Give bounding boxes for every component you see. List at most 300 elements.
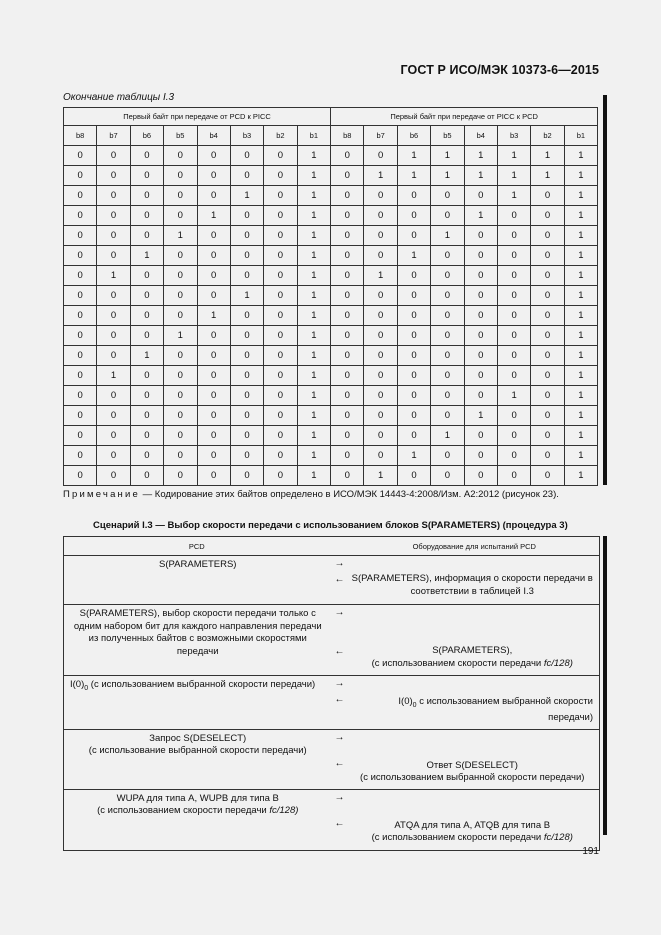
arrow-right-icon: → <box>334 558 345 569</box>
table-row <box>64 366 598 386</box>
bit-cell: 0 <box>97 286 130 306</box>
group-header-pcd-to-picc: Первый байт при передаче от PCD к PICC <box>64 108 331 126</box>
bit-cell: 0 <box>64 426 97 446</box>
bit-header: b1 <box>297 126 330 146</box>
bit-cell: 0 <box>230 346 263 366</box>
bit-cell: 0 <box>531 206 564 226</box>
bit-cell: 0 <box>164 426 197 446</box>
bit-cell: 1 <box>130 346 163 366</box>
bit-cell: 0 <box>97 186 130 206</box>
bit-cell: 0 <box>431 186 464 206</box>
bit-cell: 0 <box>364 206 397 226</box>
bit-cell: 0 <box>531 426 564 446</box>
bit-header: b3 <box>497 126 530 146</box>
bit-cell: 0 <box>197 226 230 246</box>
group-header-picc-to-pcd: Первый байт при передаче от PICC к PCD <box>331 108 598 126</box>
bit-cell: 1 <box>297 406 330 426</box>
bit-cell: 0 <box>364 306 397 326</box>
bit-cell: 0 <box>497 406 530 426</box>
bit-cell: 0 <box>264 206 297 226</box>
bit-cell: 0 <box>230 246 263 266</box>
bit-cell: 0 <box>331 466 364 486</box>
bit-cell: 0 <box>264 406 297 426</box>
bit-cell: 1 <box>297 346 330 366</box>
arrow-left-icon: ← <box>334 693 345 705</box>
bit-cell: 0 <box>397 346 430 366</box>
bit-cell: 0 <box>164 246 197 266</box>
bit-header: b4 <box>197 126 230 146</box>
bit-cell: 0 <box>531 346 564 366</box>
bit-cell: 0 <box>364 446 397 466</box>
bit-cell: 0 <box>264 286 297 306</box>
bit-cell: 1 <box>531 146 564 166</box>
bit-cell: 0 <box>164 266 197 286</box>
bit-cell: 1 <box>564 246 597 266</box>
bit-cell: 1 <box>364 266 397 286</box>
bit-cell: 0 <box>497 366 530 386</box>
bit-cell: 0 <box>97 246 130 266</box>
bit-cell: 0 <box>164 166 197 186</box>
bit-cell: 0 <box>431 266 464 286</box>
bit-header: b6 <box>397 126 430 146</box>
bit-cell: 0 <box>264 466 297 486</box>
bit-cell: 0 <box>497 226 530 246</box>
bit-cell: 0 <box>197 406 230 426</box>
bit-cell: 0 <box>397 186 430 206</box>
bit-cell: 0 <box>97 166 130 186</box>
table-row <box>64 306 598 326</box>
bit-cell: 0 <box>97 386 130 406</box>
bit-cell: 0 <box>531 366 564 386</box>
bit-cell: 0 <box>431 366 464 386</box>
bit-cell: 0 <box>97 446 130 466</box>
bit-header: b1 <box>564 126 597 146</box>
bit-cell: 1 <box>230 286 263 306</box>
bit-cell: 1 <box>564 146 597 166</box>
bit-cell: 0 <box>264 166 297 186</box>
bit-cell: 0 <box>197 346 230 366</box>
bit-cell: 1 <box>564 226 597 246</box>
r5-pcd-a: WUPA для типа A, WUPB для типа B <box>116 792 279 804</box>
bit-cell: 0 <box>264 246 297 266</box>
bit-cell: 0 <box>130 406 163 426</box>
bit-cell: 0 <box>164 146 197 166</box>
bit-cell: 0 <box>264 226 297 246</box>
bit-cell: 0 <box>64 226 97 246</box>
bit-cell: 0 <box>64 166 97 186</box>
bit-cell: 1 <box>164 226 197 246</box>
bit-cell: 0 <box>497 466 530 486</box>
bit-cell: 0 <box>164 366 197 386</box>
bit-cell: 0 <box>64 206 97 226</box>
bit-cell: 0 <box>64 326 97 346</box>
bit-cell: 0 <box>531 226 564 246</box>
bit-cell: 0 <box>97 226 130 246</box>
bit-cell: 1 <box>297 306 330 326</box>
bit-cell: 0 <box>130 186 163 206</box>
bit-cell: 0 <box>64 266 97 286</box>
r5-eq-rate: fc/128) <box>543 832 573 844</box>
bit-cell: 0 <box>397 306 430 326</box>
bit-cell: 0 <box>431 326 464 346</box>
bit-cell: 0 <box>331 426 364 446</box>
bit-cell: 0 <box>464 326 497 346</box>
bit-cell: 0 <box>464 346 497 366</box>
bit-cell: 0 <box>64 306 97 326</box>
scenario-title: Сценарий I.3 — Выбор скорости передачи с использованием блоков S(PARAMETERS) (процедура 3) <box>93 520 568 531</box>
r5-pcd-rate: fc/128) <box>269 805 299 817</box>
page-header: ГОСТ Р ИСО/МЭК 10373-6—2015 <box>400 63 599 77</box>
bit-cell: 0 <box>230 446 263 466</box>
r5-pcd-b: (с использованием скорости передачи <box>97 805 267 817</box>
bit-cell: 1 <box>564 346 597 366</box>
bit-cell: 0 <box>431 286 464 306</box>
bit-cell: 0 <box>130 266 163 286</box>
bit-cell: 0 <box>464 426 497 446</box>
bit-cell: 0 <box>531 306 564 326</box>
bit-cell: 0 <box>531 246 564 266</box>
scenario-row <box>64 676 600 730</box>
scenario-row <box>64 605 600 676</box>
arrow-right-icon: → <box>334 791 345 803</box>
bit-cell: 0 <box>497 446 530 466</box>
bit-cell: 0 <box>497 306 530 326</box>
bit-cell: 1 <box>431 426 464 446</box>
bit-cell: 0 <box>97 206 130 226</box>
r2-pcd: S(PARAMETERS), выбор скорости передачи только с одним набором бит для каждого направления передачи из полученных байтов с возможными скоростями передачи <box>73 608 322 657</box>
page-number: 191 <box>582 846 599 857</box>
bit-cell: 0 <box>364 326 397 346</box>
bit-cell: 0 <box>130 326 163 346</box>
bit-cell: 0 <box>464 366 497 386</box>
r3-eq-text: с использованием выбранной скорости передачи) <box>419 696 593 724</box>
arrow-left-icon: ← <box>334 818 345 830</box>
bit-cell: 0 <box>431 306 464 326</box>
scenario-row <box>64 789 600 850</box>
bit-cell: 0 <box>130 146 163 166</box>
bit-cell: 1 <box>364 466 397 486</box>
note-dash: — <box>142 489 153 500</box>
arrow-right-icon: → <box>334 678 345 689</box>
bit-cell: 1 <box>497 166 530 186</box>
arrow-right-icon: → <box>334 607 345 618</box>
bit-cell: 0 <box>331 326 364 346</box>
bit-cell: 1 <box>497 146 530 166</box>
bit-cell: 0 <box>397 386 430 406</box>
bit-cell: 0 <box>197 466 230 486</box>
bit-cell: 1 <box>297 426 330 446</box>
bit-cell: 0 <box>230 266 263 286</box>
bit-cell: 0 <box>197 386 230 406</box>
bit-cell: 0 <box>130 306 163 326</box>
bit-cell: 0 <box>64 446 97 466</box>
bit-cell: 1 <box>431 226 464 246</box>
bit-cell: 0 <box>364 286 397 306</box>
bit-cell: 0 <box>431 406 464 426</box>
bit-cell: 0 <box>197 366 230 386</box>
bit-cell: 0 <box>431 346 464 366</box>
bit-cell: 0 <box>497 426 530 446</box>
bit-cell: 0 <box>464 246 497 266</box>
bit-cell: 0 <box>431 386 464 406</box>
bit-cell: 1 <box>431 146 464 166</box>
bit-cell: 0 <box>464 186 497 206</box>
bit-cell: 0 <box>264 426 297 446</box>
bit-cell: 0 <box>197 146 230 166</box>
bit-cell: 0 <box>164 406 197 426</box>
bit-cell: 1 <box>564 206 597 226</box>
bit-cell: 0 <box>464 266 497 286</box>
bit-cell: 0 <box>364 426 397 446</box>
arrow-left-icon: ← <box>334 645 345 657</box>
bit-cell: 0 <box>364 346 397 366</box>
bit-cell: 0 <box>531 326 564 346</box>
bit-cell: 0 <box>197 246 230 266</box>
bit-cell: 1 <box>97 266 130 286</box>
bit-cell: 0 <box>497 326 530 346</box>
bit-cell: 0 <box>230 406 263 426</box>
col-header-equipment: Оборудование для испытаний PCD <box>350 537 600 556</box>
bit-cell: 1 <box>497 386 530 406</box>
bit-cell: 1 <box>297 146 330 166</box>
bit-cell: 1 <box>164 326 197 346</box>
bit-cell: 0 <box>230 426 263 446</box>
bit-cell: 0 <box>464 446 497 466</box>
bit-header: b8 <box>331 126 364 146</box>
bit-cell: 0 <box>197 186 230 206</box>
bit-cell: 0 <box>397 366 430 386</box>
bit-cell: 0 <box>197 446 230 466</box>
bit-cell: 0 <box>497 266 530 286</box>
bits-table <box>63 107 598 486</box>
bit-cell: 1 <box>97 366 130 386</box>
bit-cell: 0 <box>164 466 197 486</box>
r5-eq-b: (с использованием скорости передачи <box>371 832 542 844</box>
table-row <box>64 226 598 246</box>
bit-cell: 0 <box>97 466 130 486</box>
bit-cell: 1 <box>297 466 330 486</box>
bit-cell: 1 <box>197 206 230 226</box>
table-caption: Окончание таблицы I.3 <box>63 92 175 103</box>
r2-eq-b: (с использованием скорости передачи <box>371 657 542 669</box>
bit-cell: 0 <box>130 426 163 446</box>
bit-cell: 1 <box>297 326 330 346</box>
bit-cell: 0 <box>130 466 163 486</box>
bit-cell: 0 <box>364 246 397 266</box>
bit-cell: 1 <box>130 246 163 266</box>
r2-eq-rate: fc/128) <box>543 657 573 669</box>
table-row <box>64 246 598 266</box>
bit-cell: 0 <box>431 466 464 486</box>
bit-cell: 0 <box>230 146 263 166</box>
bit-cell: 0 <box>97 306 130 326</box>
bit-cell: 0 <box>397 206 430 226</box>
bit-cell: 0 <box>264 366 297 386</box>
bit-cell: 0 <box>364 226 397 246</box>
r1-pcd: S(PARAMETERS) <box>159 559 237 570</box>
bit-cell: 0 <box>264 266 297 286</box>
bit-cell: 1 <box>431 166 464 186</box>
bit-cell: 0 <box>264 446 297 466</box>
bit-cell: 0 <box>464 226 497 246</box>
bit-cell: 0 <box>164 446 197 466</box>
bit-cell: 0 <box>130 226 163 246</box>
table-row <box>64 146 598 166</box>
table-row <box>64 406 598 426</box>
bit-cell: 1 <box>464 166 497 186</box>
bit-header: b5 <box>164 126 197 146</box>
bit-cell: 0 <box>464 286 497 306</box>
bit-cell: 0 <box>397 326 430 346</box>
bit-cell: 0 <box>531 466 564 486</box>
table-row <box>64 186 598 206</box>
bit-cell: 1 <box>197 306 230 326</box>
change-bar <box>603 95 607 485</box>
bit-cell: 1 <box>297 266 330 286</box>
bit-cell: 0 <box>130 366 163 386</box>
bit-cell: 0 <box>64 146 97 166</box>
bit-cell: 1 <box>397 146 430 166</box>
bit-cell: 0 <box>364 386 397 406</box>
bit-cell: 1 <box>464 406 497 426</box>
bit-cell: 1 <box>531 166 564 186</box>
bit-cell: 0 <box>531 446 564 466</box>
bit-cell: 0 <box>64 286 97 306</box>
bit-cell: 0 <box>97 146 130 166</box>
bit-cell: 0 <box>531 386 564 406</box>
bit-header: b7 <box>364 126 397 146</box>
bit-cell: 0 <box>130 206 163 226</box>
bit-cell: 0 <box>397 466 430 486</box>
bit-cell: 0 <box>497 206 530 226</box>
r4-eq-a: Ответ S(DESELECT) <box>426 759 518 771</box>
bit-cell: 1 <box>297 446 330 466</box>
bit-cell: 0 <box>364 186 397 206</box>
bit-cell: 0 <box>264 306 297 326</box>
bit-cell: 1 <box>297 226 330 246</box>
bit-cell: 0 <box>364 146 397 166</box>
r1-eq: S(PARAMETERS), информация о скорости передачи в соответствии в таблицей I.3 <box>351 573 593 597</box>
bit-cell: 0 <box>364 366 397 386</box>
bit-cell: 1 <box>297 186 330 206</box>
bit-header: b8 <box>64 126 97 146</box>
bit-cell: 0 <box>531 186 564 206</box>
note-text: Кодирование этих байтов определено в ИСО/МЭК 14443-4:2008/Изм. А2:2012 (рисунок 23). <box>154 489 559 500</box>
bit-cell: 0 <box>230 326 263 346</box>
bit-header: b3 <box>230 126 263 146</box>
bit-cell: 0 <box>230 166 263 186</box>
bit-cell: 1 <box>564 406 597 426</box>
bit-cell: 0 <box>331 226 364 246</box>
bit-cell: 1 <box>564 186 597 206</box>
arrow-left-icon: ← <box>334 758 345 770</box>
bit-cell: 1 <box>564 466 597 486</box>
table-row <box>64 166 598 186</box>
bit-cell: 0 <box>531 406 564 426</box>
scenario-table <box>63 536 600 851</box>
bit-cell: 0 <box>130 386 163 406</box>
r3-pcd-text: (с использованием выбранной скорости передачи) <box>90 679 316 690</box>
r4-eq-b: (с использованием выбранной скорости передачи) <box>360 772 585 784</box>
table-row <box>64 266 598 286</box>
bit-cell: 0 <box>164 346 197 366</box>
bit-header: b7 <box>97 126 130 146</box>
bit-header: b2 <box>264 126 297 146</box>
bit-cell: 0 <box>331 286 364 306</box>
bit-cell: 1 <box>464 206 497 226</box>
bit-cell: 0 <box>331 366 364 386</box>
bit-cell: 1 <box>564 326 597 346</box>
r5-eq-a: ATQA для типа A, ATQB для типа B <box>394 819 551 831</box>
bit-cell: 0 <box>331 146 364 166</box>
table-row <box>64 466 598 486</box>
bit-cell: 0 <box>497 286 530 306</box>
bit-cell: 0 <box>331 446 364 466</box>
bit-cell: 0 <box>197 426 230 446</box>
bit-cell: 0 <box>431 446 464 466</box>
r4-pcd-b: (с использование выбранной скорости передачи) <box>88 745 307 757</box>
bit-cell: 0 <box>64 346 97 366</box>
r3-pcd-sub: 0 <box>84 684 89 692</box>
bit-cell: 0 <box>331 306 364 326</box>
bit-cell: 0 <box>64 186 97 206</box>
bit-header: b6 <box>130 126 163 146</box>
bit-cell: 0 <box>331 266 364 286</box>
bit-cell: 0 <box>197 266 230 286</box>
r4-pcd-a: Запрос S(DESELECT) <box>149 732 247 744</box>
arrow-right-icon: → <box>334 731 345 743</box>
r3-eq-frame: I(0) <box>398 696 413 707</box>
bit-header: b2 <box>531 126 564 146</box>
bit-cell: 0 <box>64 246 97 266</box>
bit-cell: 0 <box>64 366 97 386</box>
scenario-row <box>64 556 600 605</box>
bit-cell: 0 <box>64 386 97 406</box>
table-row <box>64 426 598 446</box>
note-label: Примечание <box>63 489 140 500</box>
bit-cell: 0 <box>97 426 130 446</box>
bit-cell: 0 <box>230 386 263 406</box>
bit-cell: 0 <box>97 406 130 426</box>
bit-cell: 0 <box>264 346 297 366</box>
bit-cell: 1 <box>564 286 597 306</box>
bit-cell: 1 <box>297 366 330 386</box>
bit-cell: 0 <box>331 246 364 266</box>
table-row <box>64 326 598 346</box>
bit-cell: 0 <box>531 286 564 306</box>
change-bar <box>603 536 607 835</box>
table-row <box>64 346 598 366</box>
note <box>63 489 599 502</box>
bit-cell: 0 <box>331 346 364 366</box>
bit-cell: 1 <box>564 306 597 326</box>
bit-cell: 0 <box>431 206 464 226</box>
bit-cell: 0 <box>164 306 197 326</box>
bit-cell: 0 <box>230 206 263 226</box>
bit-cell: 0 <box>64 406 97 426</box>
bit-cell: 1 <box>564 446 597 466</box>
bit-cell: 1 <box>564 366 597 386</box>
bit-cell: 1 <box>497 186 530 206</box>
bit-cell: 0 <box>97 326 130 346</box>
r3-pcd-frame: I(0) <box>70 679 85 690</box>
bit-cell: 1 <box>297 286 330 306</box>
bit-cell: 1 <box>364 166 397 186</box>
bit-cell: 0 <box>464 466 497 486</box>
bit-cell: 0 <box>130 286 163 306</box>
bit-cell: 0 <box>464 386 497 406</box>
bit-cell: 1 <box>564 266 597 286</box>
